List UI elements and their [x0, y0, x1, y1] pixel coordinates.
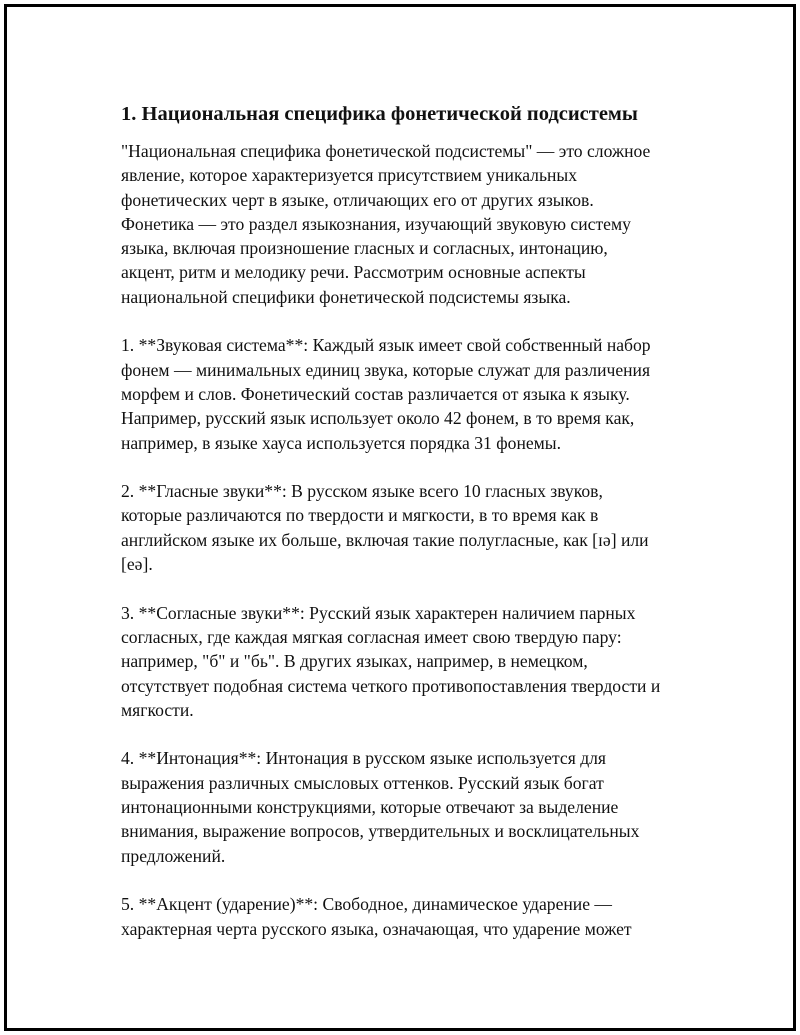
paragraph-consonants — [121, 601, 701, 722]
text-line: 2. **Гласные звуки**: В русском языке всего 10 гласных звуков, — [121, 481, 603, 502]
text-line: "Национальная специфика фонетической подсистемы" — это сложное — [121, 141, 651, 161]
text-line: языка, включая произношение гласных и согласных, интонацию, — [121, 238, 608, 259]
text-line: акцент, ритм и мелодику речи. Рассмотрим основные аспекты — [121, 262, 586, 283]
text-line: характерная черта русского языка, означающая, что ударение может — [121, 918, 632, 939]
paragraph-sound-system — [121, 333, 701, 454]
text-line: морфем и слов. Фонетический состав различается от языка к языку. — [121, 383, 630, 404]
paragraph-vowels — [121, 479, 701, 576]
document-body — [121, 100, 701, 965]
text-line: выражения различных смысловых оттенков. Русский язык богат — [121, 772, 604, 793]
text-line: явление, которое характеризуется присутствием уникальных — [121, 165, 578, 186]
text-line: [eə]. — [121, 554, 153, 575]
text-line: Фонетика — это раздел языкознания, изучающий звуковую систему — [121, 213, 631, 234]
text-line: мягкости. — [121, 699, 194, 720]
page-frame — [4, 4, 796, 1031]
text-line: 5. **Акцент (ударение)**: Свободное, динамическое ударение — — [121, 894, 613, 915]
paragraph-intonation — [121, 746, 701, 867]
text-line: 4. **Интонация**: Интонация в русском языке используется для — [121, 748, 607, 769]
paragraph-accent — [121, 892, 701, 941]
text-line: например, в языке хауса используется порядка 31 фонемы. — [121, 432, 562, 453]
text-line: согласных, где каждая мягкая согласная имеет свою твердую пару: — [121, 626, 622, 647]
text-line: фонем — минимальных единиц звука, которые служат для различения — [121, 359, 651, 380]
text-line: английском языке их больше, включая такие полугласные, как [ɪə] или — [121, 529, 649, 550]
text-line: интонационными конструкциями, которые отвечают за выделение — [121, 797, 619, 818]
paragraph-intro — [121, 139, 701, 309]
text-line: например, "б" и "бь". В других языках, например, в немецком, — [121, 651, 588, 672]
text-line: 3. **Согласные звуки**: Русский язык характерен наличием парных — [121, 602, 636, 623]
text-line: 1. **Звуковая система**: Каждый язык имеет свой собственный набор — [121, 335, 651, 356]
text-line: отсутствует подобная система четкого противопоставления твердости и — [121, 675, 661, 696]
text-line: внимания, выражение вопросов, утвердительных и восклицательных — [121, 821, 640, 842]
text-line: которые различаются по твердости и мягкости, в то время как в — [121, 505, 599, 526]
text-line: Например, русский язык использует около 42 фонем, в то время как, — [121, 408, 635, 429]
section-heading: 1. Национальная специфика фонетической подсистемы — [121, 103, 638, 125]
text-line: предложений. — [121, 845, 226, 866]
text-line: фонетических черт в языке, отличающих его от других языков. — [121, 189, 594, 210]
text-line: национальной специфики фонетической подсистемы языка. — [121, 286, 571, 307]
